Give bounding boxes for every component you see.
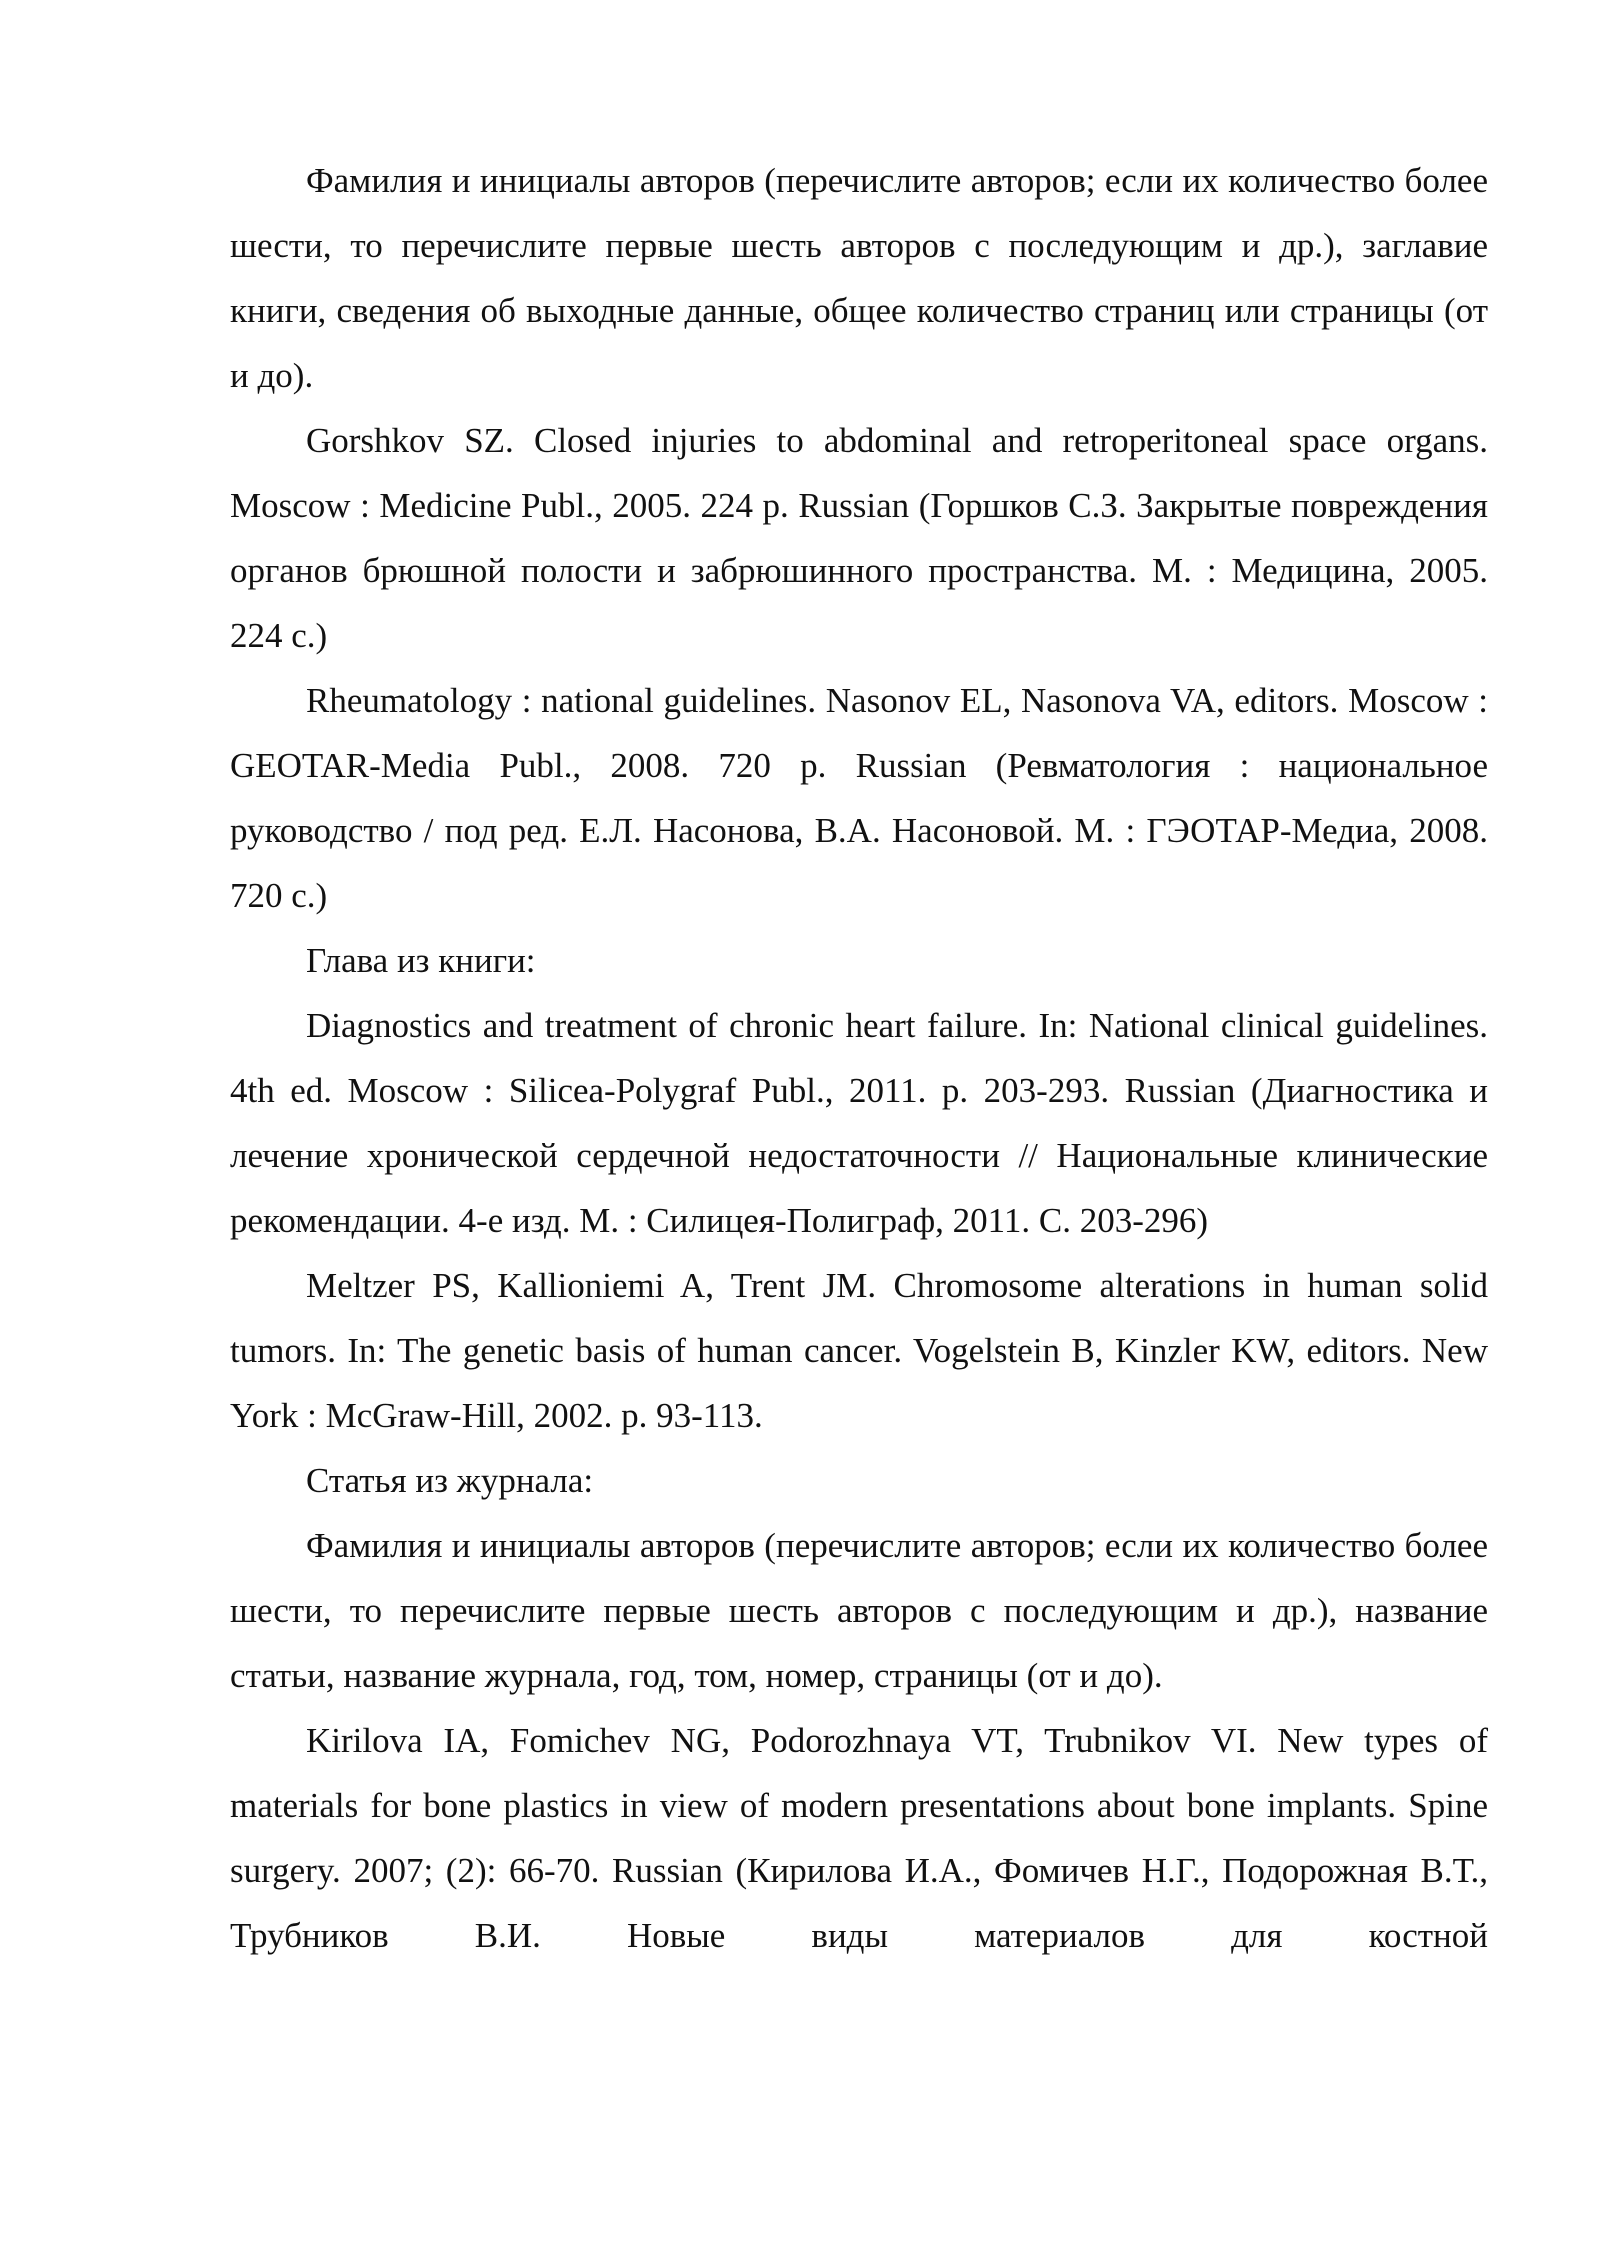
reference-example-meltzer: Meltzer PS, Kallioniemi A, Trent JM. Chromosome alterations in human solid tumors. In: The genetic basis of human cancer. Vogelstein B, Kinzler KW, editors. New York : McGraw-Hill, 2002. p. 93-113. [230,1266,1488,1435]
reference-example-gorshkov: Gorshkov SZ. Closed injuries to abdominal and retroperitoneal space organs. Moscow : Medicine Publ., 2005. 224 p. Russian (Горшков С.З. Закрытые повреждения органов брюшной полости и забрюшинного пространства. М. : Медицина, 2005. 224 с.) [230,421,1488,655]
instruction-paragraph-journal-authors: Фамилия и инициалы авторов (перечислите авторов; если их количество более шести, то перечислите первые шесть авторов с последующим и др.), название статьи, название журнала, год, том, номер, страницы (от и до). [230,1526,1488,1695]
section-heading-journal-article: Статья из журнала: [306,1461,594,1500]
reference-example-heart-failure: Diagnostics and treatment of chronic heart failure. In: National clinical guidelines. 4th ed. Moscow : Silicea-Polygraf Publ., 2011. p. 203-293. Russian (Диагностика и лечение хронической сердечной недостаточности // Национальные клинические рекомендации. 4-е изд. М. : Силицея-Полиграф, 2011. С. 203-296) [230,1006,1488,1240]
reference-example-rheumatology: Rheumatology : national guidelines. Nasonov EL, Nasonova VA, editors. Moscow : GEOTAR-Media Publ., 2008. 720 p. Russian (Ревматология : национальное руководство / под ред. Е.Л. Насонова, В.А. Насоновой. М. : ГЭОТАР-Медиа, 2008. 720 с.) [230,681,1488,915]
section-heading-book-chapter: Глава из книги: [306,941,536,980]
instruction-paragraph-book-authors: Фамилия и инициалы авторов (перечислите авторов; если их количество более шести, то перечислите первые шесть авторов с последующим и др.), заглавие книги, сведения об выходные данные, общее количество страниц или страницы (от и до). [230,161,1488,395]
document-body [230,148,1488,1968]
reference-example-kirilova: Kirilova IA, Fomichev NG, Podorozhnaya VT, Trubnikov VI. New types of materials for bone plastics in view of modern presentations about bone implants. Spine surgery. 2007; (2): 66-70. Russian (Кирилова И.А., Фомичев Н.Г., Подорожная В.Т., Трубников В.И. Новые виды материалов для костной [230,1721,1488,1955]
